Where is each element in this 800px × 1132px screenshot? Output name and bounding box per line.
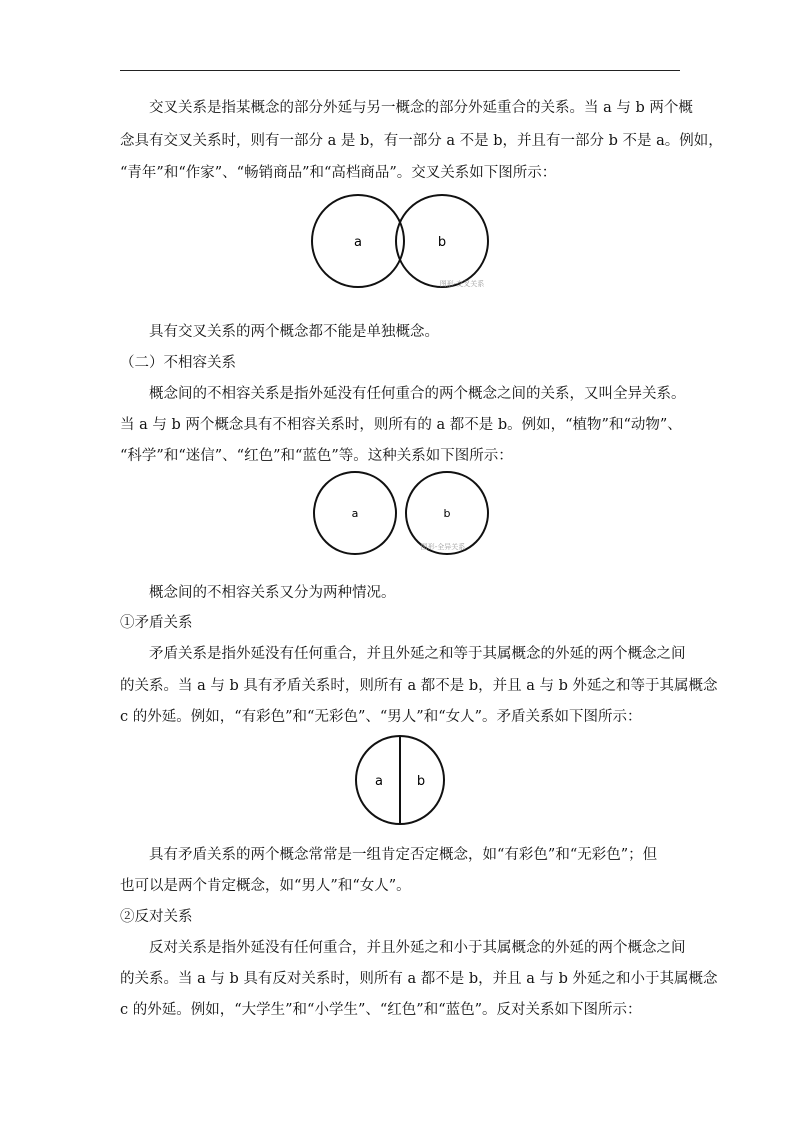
- paragraph-line: 的关系。当 a 与 b 具有反对关系时，则所有 a 都不是 b，并且 a 与 b 外延之和小于其属概念: [120, 971, 718, 987]
- intersecting-circles-figure: [300, 190, 500, 300]
- paragraph-line: c 的外延。例如，“大学生”和“小学生”、“红色”和“蓝色”。反对关系如下图所示：: [120, 1002, 642, 1018]
- disjoint-circles-figure: [300, 468, 500, 558]
- split-circle-figure: [350, 735, 450, 825]
- section-heading: ②反对关系: [120, 909, 193, 925]
- section-heading: （二）不相容关系: [120, 355, 236, 371]
- figure-watermark: 图形-交叉关系: [439, 280, 485, 288]
- paragraph-line: 反对关系是指外延没有任何重合，并且外延之和小于其属概念的外延的两个概念之间: [149, 940, 686, 956]
- label-b: b: [443, 507, 451, 520]
- paragraph-line: 也可以是两个肯定概念，如“男人”和“女人”。: [120, 878, 411, 894]
- paragraph-line: 具有矛盾关系的两个概念常常是一组肯定否定概念，如“有彩色”和“无彩色”；但: [149, 847, 658, 863]
- paragraph-line: c 的外延。例如，“有彩色”和“无彩色”、“男人”和“女人”。矛盾关系如下图所示：: [120, 709, 642, 725]
- paragraph-line: 念具有交叉关系时，则有一部分 a 是 b，有一部分 a 不是 b，并且有一部分 b 不是 a。例如，: [120, 133, 723, 149]
- paragraph-line: “青年”和“作家”、“畅销商品”和“高档商品”。交叉关系如下图所示：: [120, 165, 557, 181]
- label-a: a: [375, 774, 383, 789]
- figure-watermark: 图形-全异关系: [420, 543, 466, 551]
- label-b: b: [416, 774, 426, 789]
- paragraph-line: “科学”和“迷信”、“红色”和“蓝色”等。这种关系如下图所示：: [120, 448, 513, 464]
- label-b: b: [437, 235, 447, 250]
- paragraph-line: 当 a 与 b 两个概念具有不相容关系时，则所有的 a 都不是 b。例如，“植物”和“动物”、: [120, 417, 682, 433]
- label-a: a: [351, 507, 359, 520]
- paragraph-line: 的关系。当 a 与 b 具有矛盾关系时，则所有 a 都不是 b，并且 a 与 b 外延之和等于其属概念: [120, 678, 718, 694]
- paragraph-line: 概念间的不相容关系又分为两种情况。: [149, 585, 396, 601]
- paragraph-line: 矛盾关系是指外延没有任何重合，并且外延之和等于其属概念的外延的两个概念之间: [149, 646, 686, 662]
- header-rule: [120, 70, 680, 71]
- label-a: a: [354, 235, 362, 250]
- paragraph-line: 交叉关系是指某概念的部分外延与另一概念的部分外延重合的关系。当 a 与 b 两个概: [149, 100, 693, 116]
- paragraph-line: 概念间的不相容关系是指外延没有任何重合的两个概念之间的关系，又叫全异关系。: [149, 386, 686, 402]
- paragraph-line: 具有交叉关系的两个概念都不能是单独概念。: [149, 324, 439, 340]
- section-heading: ①矛盾关系: [120, 615, 193, 631]
